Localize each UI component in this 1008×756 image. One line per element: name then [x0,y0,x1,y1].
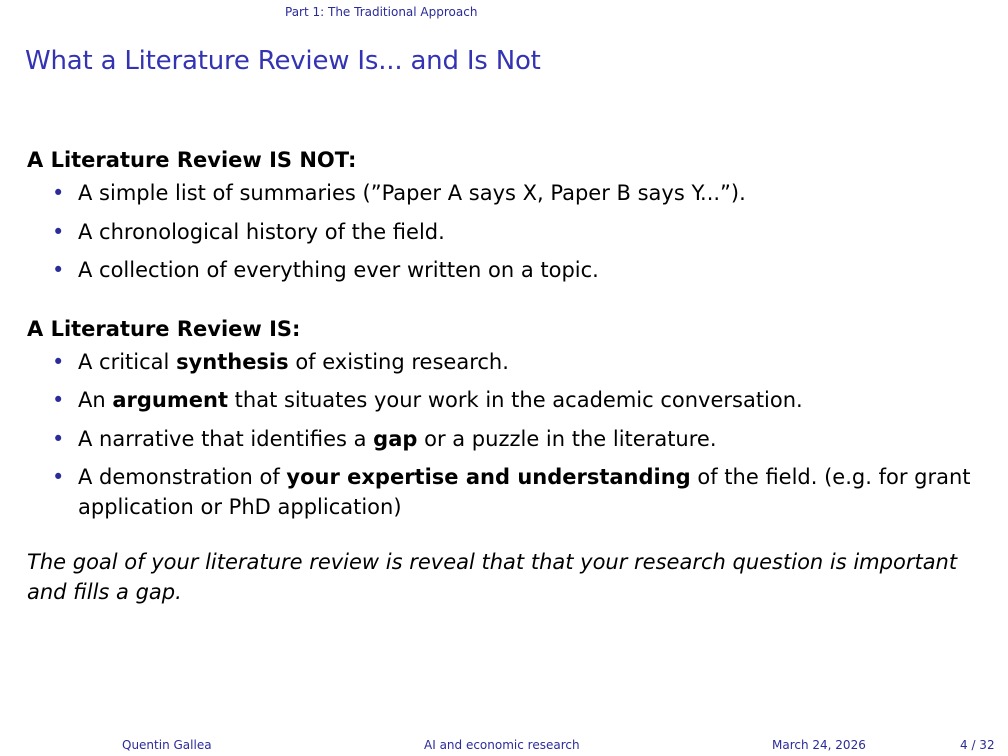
is-not-heading: A Literature Review IS NOT: [27,148,357,172]
is-not-list [27,178,987,285]
slide-title: What a Literature Review Is... and Is Not [25,46,541,76]
list-item-text-post: or a puzzle in the literature. [417,426,717,451]
bullet-icon [52,255,64,285]
footer-title: AI and economic research [424,738,580,752]
footer-date: March 24, 2026 [772,738,866,752]
list-item-text-bold: argument [112,388,228,412]
section-header[interactable]: Part 1: The Traditional Approach [285,5,478,19]
list-item-text-pre: An [78,388,113,412]
list-item-text-pre: A demonstration of [78,465,287,489]
list-item-text-post: that situates your work in the academic conversation. [227,388,803,412]
bullet-icon [52,178,64,208]
list-item-text-post: of existing research. [288,349,509,374]
conclusion-text: The goal of your literature review is reveal that that your research question is important and fills a gap. [27,550,958,604]
slide-content [27,146,987,628]
footer [0,738,1008,756]
bullet-icon [52,385,64,415]
list-item [27,462,987,522]
list-item-text-bold: gap [373,426,418,451]
footer-page-number: 4 / 32 [960,738,995,752]
list-item [27,347,987,377]
list-item-text-pre: A narrative that identifies a [78,426,374,451]
footer-author: Quentin Gallea [122,738,212,752]
list-item [27,424,987,454]
block-spacer [27,294,987,315]
list-item-text: A chronological history of the field. [78,219,445,244]
is-list [27,347,987,523]
list-item [27,217,987,247]
list-item [27,178,987,208]
list-item-text-post: of the field. (e.g. for grant application or PhD application) [78,465,971,519]
bullet-icon [52,347,64,377]
bullet-icon [52,217,64,247]
bullet-icon [52,424,64,454]
list-item-text: A collection of everything ever written on a topic. [78,258,599,282]
list-item-text-bold: your expertise and understanding [286,465,691,489]
list-item-text-bold: synthesis [176,349,289,374]
list-item-text: A simple list of summaries (”Paper A says X, Paper B says Y...”). [78,181,746,205]
is-heading: A Literature Review IS: [27,316,301,341]
bullet-icon [52,462,64,492]
list-item [27,255,987,285]
list-item-text-pre: A critical [78,349,177,374]
list-item [27,385,987,415]
